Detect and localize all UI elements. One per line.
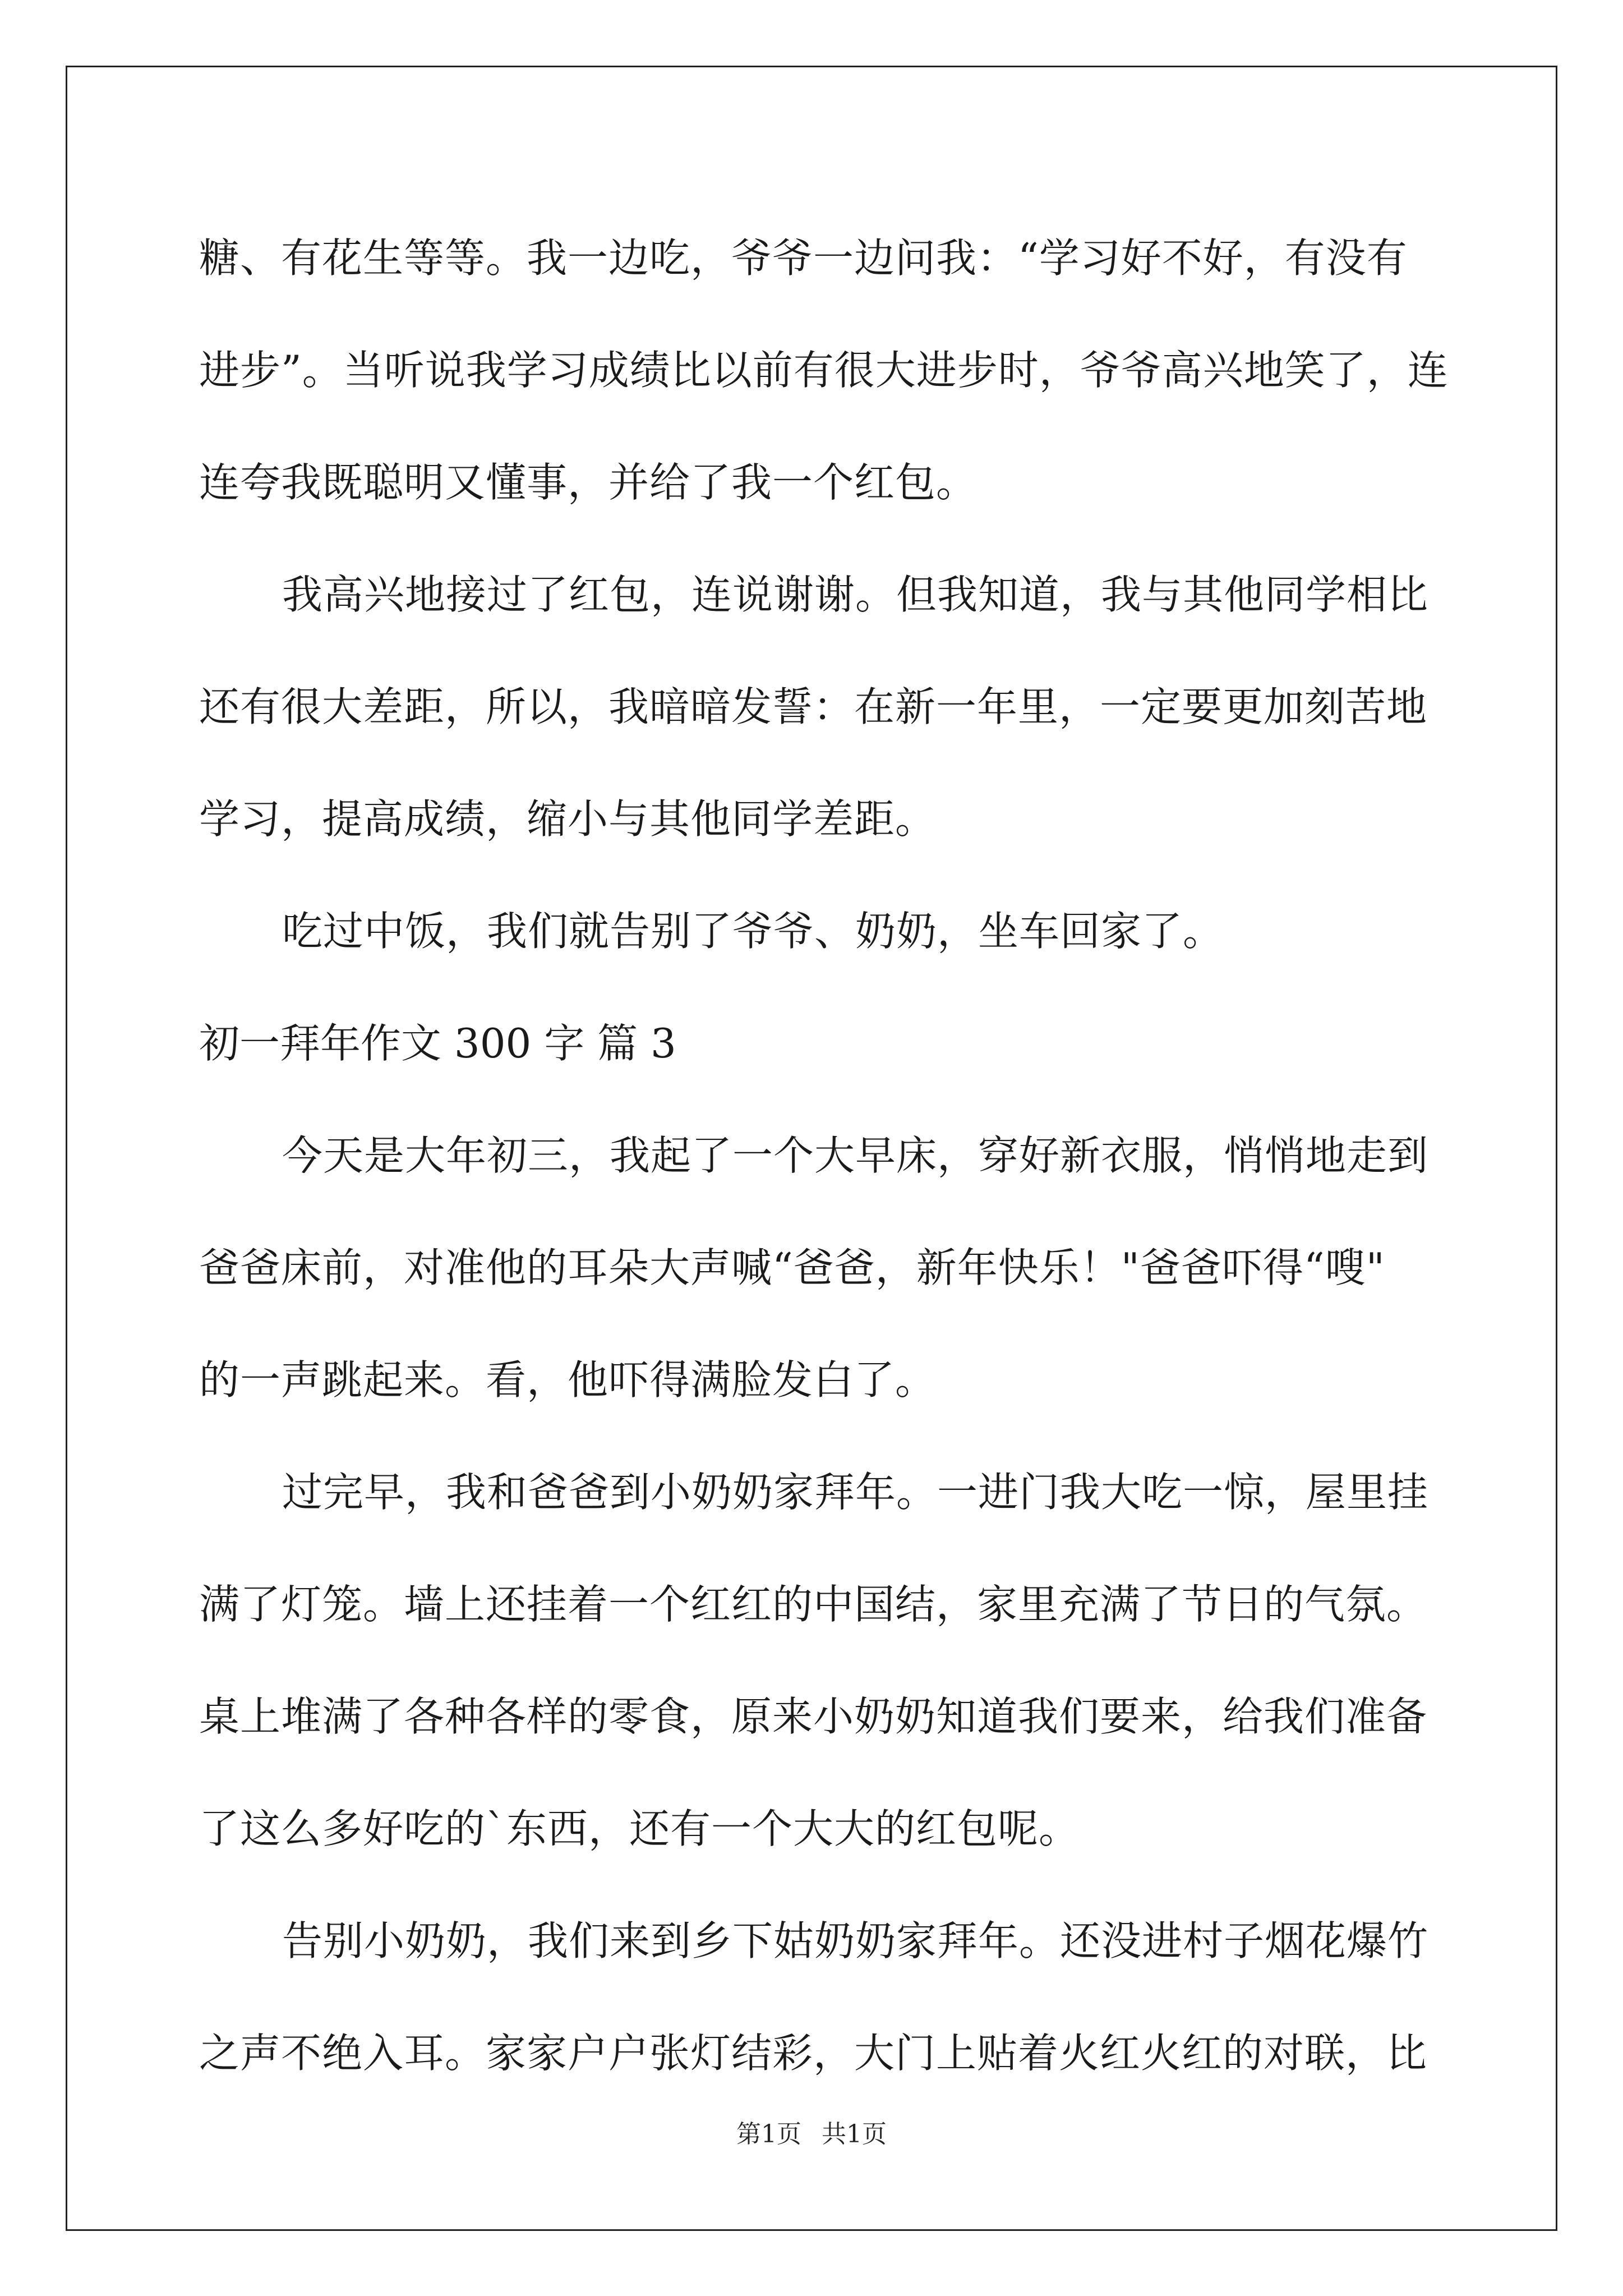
document-body <box>199 202 1449 2109</box>
text-line: 糖、有花生等等。我一边吃，爷爷一边问我：“学习好不好，有没有 <box>199 234 1408 282</box>
text-line: 满了灯笼。墙上还挂着一个红红的中国结，家里充满了节日的气氛。 <box>199 1581 1428 1628</box>
text-line: 桌上堆满了各种各样的零食，原来小奶奶知道我们要来，给我们准备 <box>199 1693 1428 1740</box>
text-line: 我高兴地接过了红包，连说谢谢。但我知道，我与其他同学相比 <box>282 571 1429 618</box>
page-number-total: 共1页 <box>822 2120 887 2148</box>
text-line: 的一声跳起来。看，他吓得满脸发白了。 <box>199 1356 937 1404</box>
section-heading: 初一拜年作文 300 字 篇 3 <box>199 1020 676 1067</box>
text-line: 吃过中饭，我们就告别了爷爷、奶奶，坐车回家了。 <box>282 908 1224 955</box>
text-line: 过完早，我和爸爸到小奶奶家拜年。一进门我大吃一惊，屋里挂 <box>282 1469 1429 1516</box>
page-footer <box>0 2114 1623 2150</box>
text-line: 连夸我既聪明又懂事，并给了我一个红包。 <box>199 459 978 506</box>
text-line: 学习，提高成绩，缩小与其他同学差距。 <box>199 795 937 843</box>
text-line: 还有很大差距，所以，我暗暗发誓：在新一年里，一定要更加刻苦地 <box>199 683 1428 730</box>
text-line: 爸爸床前，对准他的耳朵大声喊“爸爸，新年快乐！"爸爸吓得“嗖" <box>199 1244 1385 1291</box>
text-line: 进步”。当听说我学习成绩比以前有很大进步时，爷爷高兴地笑了，连 <box>199 347 1449 394</box>
text-line: 了这么多好吃的`东西，还有一个大大的红包呢。 <box>199 1805 1080 1852</box>
page-number-current: 第1页 <box>736 2120 801 2148</box>
text-line: 之声不绝入耳。家家户户张灯结彩，大门上贴着火红火红的对联，比 <box>199 2030 1428 2077</box>
text-line: 告别小奶奶，我们来到乡下姑奶奶家拜年。还没进村子烟花爆竹 <box>282 1917 1429 1964</box>
text-line: 今天是大年初三，我起了一个大早床，穿好新衣服，悄悄地走到 <box>282 1132 1429 1179</box>
